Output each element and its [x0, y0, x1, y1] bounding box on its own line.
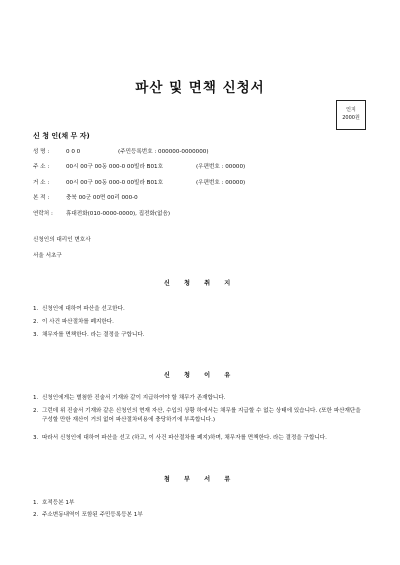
- agent-address: 서울 서초구: [33, 253, 62, 259]
- purpose-heading: 신 청 취 지: [163, 280, 237, 287]
- attachments-heading: 첨 부 서 류: [163, 476, 237, 483]
- item-text: 그런데 위 진술서 기재와 같은 신청인의 현재 자산, 수입의 상황 하에서는 채무를 지급할 수 없는 상태에 있습니다. (또한 파산재단을 구성할 만한 재산이 거의 없어 파산절차비용에 충당하기에 부족합니다.): [42, 408, 361, 423]
- item-text: 호적등본 1부: [42, 500, 75, 506]
- row-key: 성 명 :: [33, 149, 50, 155]
- reason-item: [33, 394, 373, 403]
- item-number: 2.: [33, 319, 39, 325]
- row-value: 휴대전화(010-0000-0000), 집전화(없음): [66, 211, 171, 217]
- purpose-item: [33, 305, 373, 314]
- row-value: 00시 00구 00동 000-0 00빌라 B01호: [66, 164, 163, 170]
- row-value: 0 0 0: [66, 149, 81, 155]
- row-key: 주 소 :: [33, 164, 50, 170]
- reason-item: [33, 434, 373, 443]
- item-text: 신청인에 대하여 파산을 선고한다.: [42, 306, 125, 312]
- item-number: 3.: [33, 332, 39, 338]
- row-value: 충북 00군 00면 00리 000-0: [66, 195, 138, 201]
- row-extra: (우편번호 : 00000): [196, 180, 246, 186]
- attachment-item: [33, 499, 373, 508]
- item-text: 신청인에게는 별첨한 진술서 기재와 같이 지급하여야 할 채무가 존재합니다.: [42, 395, 226, 401]
- item-text: 따라서 신청인에 대하여 파산을 선고 (하고, 이 사건 파산절차를 폐지)하며, 채무자를 면책한다. 라는 결정을 구합니다.: [42, 435, 327, 441]
- stamp-label: 인지: [346, 107, 356, 113]
- document-title: 파산 및 면책 신청서: [135, 80, 265, 96]
- stamp-amount: 2000원: [342, 115, 360, 121]
- revenue-stamp-box: [336, 100, 366, 130]
- attachment-item: [33, 511, 373, 520]
- row-extra: (우편번호 : 00000): [196, 164, 246, 170]
- item-text: 이 사건 파산절차를 폐지한다.: [42, 319, 114, 325]
- reason-item: [33, 407, 373, 424]
- purpose-item: [33, 331, 373, 340]
- row-value: 00시 00구 00동 000-0 00빌라 B01호: [66, 180, 163, 186]
- agent-line: 신청인의 대리인 변호사: [33, 237, 91, 243]
- item-text: 주소변동내역이 포함된 주민등록등본 1부: [42, 512, 143, 518]
- item-number: 3.: [33, 435, 39, 441]
- row-key: 연락처 :: [33, 211, 53, 217]
- applicant-row-name: [33, 147, 209, 155]
- applicant-row-domicile: [33, 193, 138, 201]
- applicant-row-contact: [33, 209, 170, 217]
- purpose-item: [33, 318, 373, 327]
- item-number: 2.: [33, 408, 39, 414]
- applicant-row-address: [33, 162, 245, 170]
- applicant-row-residence: [33, 178, 245, 186]
- item-number: 2.: [33, 512, 39, 518]
- item-number: 1.: [33, 500, 39, 506]
- row-key: 거 소 :: [33, 180, 50, 186]
- row-key: 본 적 :: [33, 195, 50, 201]
- row-extra: (주민등록번호 : 000000-0000000): [118, 149, 209, 155]
- item-number: 1.: [33, 395, 39, 401]
- reasons-heading: 신 청 이 유: [163, 372, 237, 379]
- item-text: 채무자를 면책한다. 라는 결정을 구합니다.: [42, 332, 145, 338]
- applicant-heading: 신 청 인(채 무 자): [33, 132, 90, 140]
- item-number: 1.: [33, 306, 39, 312]
